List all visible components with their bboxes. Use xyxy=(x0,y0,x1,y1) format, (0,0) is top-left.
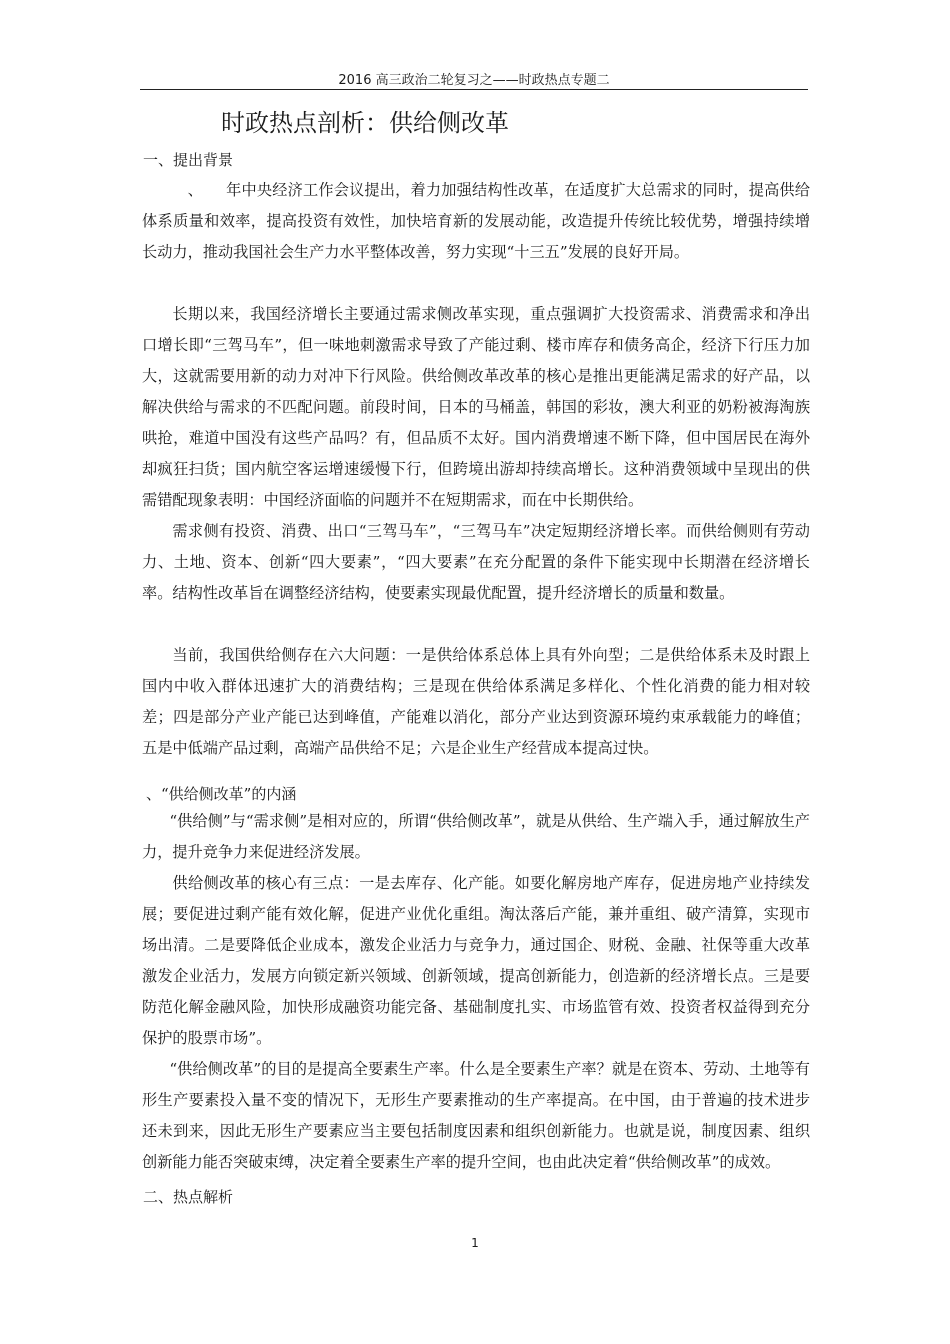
section-heading-analysis: 二、热点解析 xyxy=(143,1188,234,1206)
section-heading-background: 一、提出背景 xyxy=(143,151,234,169)
paragraph-conference: 、 年中央经济工作会议提出，着力加强结构性改革，在适度扩大总需求的同时，提高供给体系质量和效率，提高投资有效性，加快培育新的发展动能，改造提升传统比较优势，增强持续增长动力，推动我国社会生产力水平整体改善，努力实现“十三五”发展的良好开局。 xyxy=(142,181,810,261)
document-title: 时政热点剖析：供给侧改革 xyxy=(221,109,509,137)
page-header: 2016 高三政治二轮复习之——时政热点专题二 xyxy=(338,73,610,88)
paragraph-three-cores: 供给侧改革的核心有三点：一是去库存、化产能。如要化解房地产库存，促进房地产业持续发展；要促进过剩产能有效化解，促进产业优化重组。淘汰落后产能，兼并重组、破产清算，实现市场出清。二是要降低企业成本，激发企业活力与竞争力，通过国企、财税、金融、社保等重大改革激发企业活力，发展方向锁定新兴领域、创新领域，提高创新能力，创造新的经济增长点。三是要防范化解金融风险，加快形成融资功能完备、基础制度扎实、市场监管有效、投资者权益得到充分保护的股票市场”。 xyxy=(142,874,810,1047)
paragraph-three-carriages: 需求侧有投资、消费、出口“三驾马车”，“三驾马车”决定短期经济增长率。而供给侧则有劳动力、土地、资本、创新“四大要素”，“四大要素”在充分配置的条件下能实现中长期潜在经济增长率。结构性改革旨在调整经济结构，使要素实现最优配置，提升经济增长的质量和数量。 xyxy=(142,522,810,602)
section-heading-connotation: 、“供给侧改革”的内涵 xyxy=(146,785,297,803)
header-rule xyxy=(140,89,808,90)
page-number: 1 xyxy=(471,1236,479,1250)
paragraph-definition: “供给侧”与“需求侧”是相对应的，所谓“供给侧改革”，就是从供给、生产端入手，通过解放生产力，提升竞争力来促进经济发展。 xyxy=(142,812,810,861)
paragraph-six-problems: 当前，我国供给侧存在六大问题：一是供给体系总体上具有外向型；二是供给体系未及时跟上国内中收入群体迅速扩大的消费结构；三是现在供给体系满足多样化、个性化消费的能力相对较差；四是部分产业产能已达到峰值，产能难以消化，部分产业达到资源环境约束承载能力的峰值；五是中低端产品过剩，高端产品供给不足；六是企业生产经营成本提高过快。 xyxy=(142,646,810,757)
paragraph-tfp: “供给侧改革”的目的是提高全要素生产率。什么是全要素生产率？就是在资本、劳动、土地等有形生产要素投入量不变的情况下，无形生产要素推动的生产率提高。在中国，由于普遍的技术进步还未到来，因此无形生产要素应当主要包括制度因素和组织创新能力。也就是说，制度因素、组织创新能力能否突破束缚，决定着全要素生产率的提升空间，也由此决定着“供给侧改革”的成效。 xyxy=(142,1060,810,1171)
paragraph-demand-side: 长期以来，我国经济增长主要通过需求侧改革实现，重点强调扩大投资需求、消费需求和净出口增长即“三驾马车”，但一味地刺激需求导致了产能过剩、楼市库存和债务高企，经济下行压力加大，这就需要用新的动力对冲下行风险。供给侧改革改革的核心是推出更能满足需求的好产品，以解决供给与需求的不匹配问题。前段时间，日本的马桶盖，韩国的彩妆，澳大利亚的奶粉被海淘族哄抢，难道中国没有这些产品吗？有，但品质不太好。国内消费增速不断下降，但中国居民在海外却疯狂扫货；国内航空客运增速缓慢下行，但跨境出游却持续高增长。这种消费领域中呈现出的供需错配现象表明：中国经济面临的问题并不在短期需求，而在中长期供给。 xyxy=(142,305,810,509)
